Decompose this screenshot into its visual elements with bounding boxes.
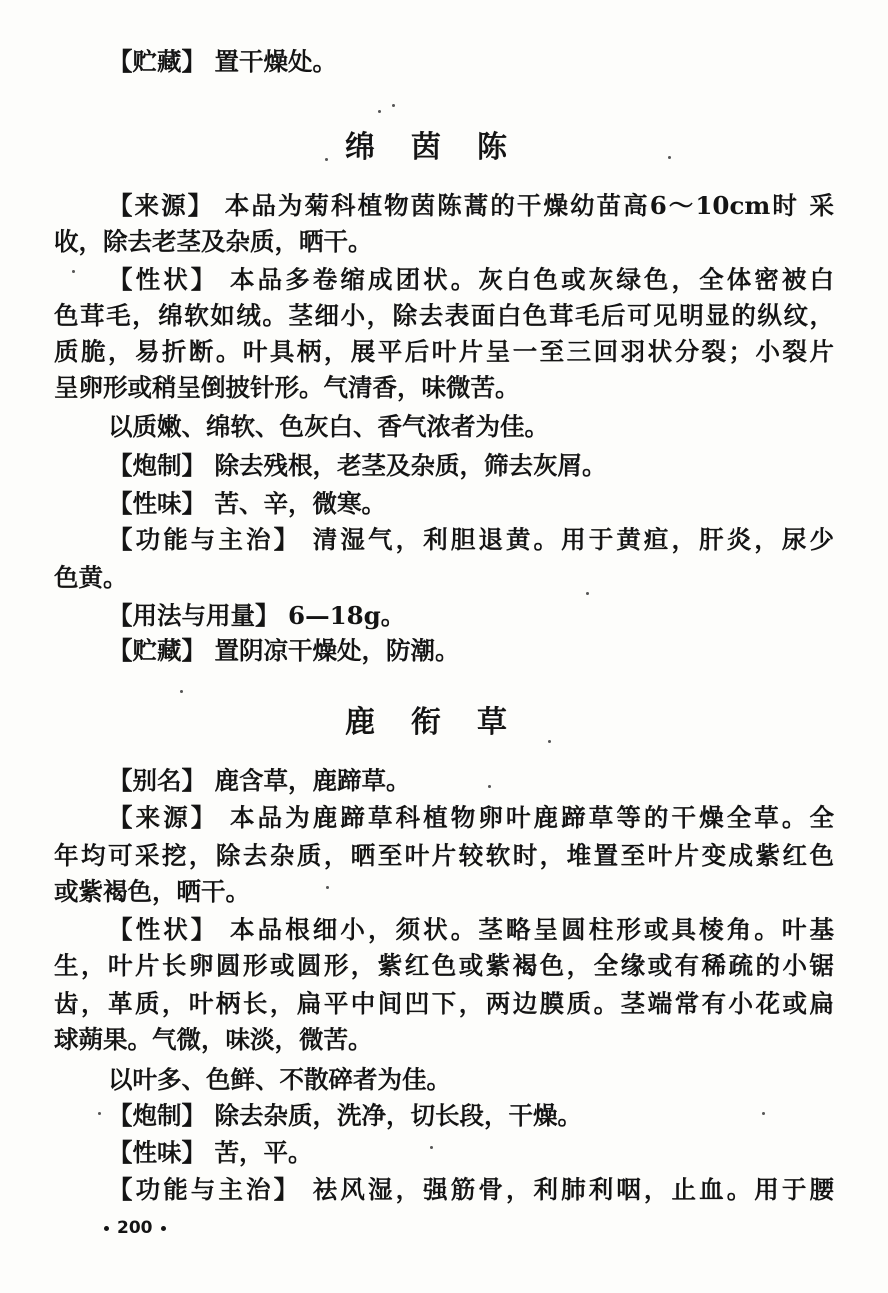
description-line-cont: 色茸毛，绵软如绒。茎细小，除去表面白色茸毛后可见明显的纵纹，: [54, 301, 834, 330]
scan-speck: [668, 156, 671, 159]
scan-speck: [72, 270, 75, 273]
scan-speck: [180, 690, 183, 693]
storage-line-prev: 【贮藏】 置干燥处。: [108, 47, 338, 76]
source-line-cont: 或紫褐色，晒干。: [54, 877, 250, 906]
taste-line: 【性味】 苦，平。: [108, 1138, 313, 1167]
scan-speck: [762, 1112, 765, 1115]
quality-line: 以叶多、色鲜、不散碎者为佳。: [108, 1065, 451, 1094]
function-line-cont: 色黄。: [54, 563, 128, 592]
source-line: 【来源】 本品为鹿蹄草科植物卵叶鹿蹄草等的干燥全草。全: [108, 803, 834, 832]
scan-speck: [378, 110, 381, 113]
scan-speck: [326, 886, 329, 889]
processing-line: 【炮制】 除去残根，老茎及杂质，筛去灰屑。: [108, 451, 607, 480]
bullet-dot: [104, 1226, 109, 1231]
description-line-cont: 质脆，易折断。叶具柄，展平后叶片呈一至三回羽状分裂；小裂片: [54, 337, 834, 366]
scan-speck: [98, 1112, 101, 1115]
scan-speck: [586, 592, 589, 595]
source-line-cont: 年均可采挖，除去杂质，晒至叶片较软时，堆置至叶片变成紫红色: [54, 841, 834, 870]
function-line: 【功能与主治】 祛风湿，强筋骨，利肺利咽，止血。用于腰: [108, 1175, 834, 1204]
bullet-dot: [161, 1226, 166, 1231]
description-line-cont: 球蒴果。气微，味淡，微苦。: [54, 1025, 373, 1054]
description-line: 【性状】 本品根细小，须状。茎略呈圆柱形或具棱角。叶基: [108, 915, 834, 944]
dosage-line: 【用法与用量】 6—18g。: [108, 601, 406, 630]
description-line-cont: 齿，革质，叶柄长，扁平中间凹下，两边膜质。茎端常有小花或扁: [54, 989, 834, 1018]
scan-speck: [430, 1146, 433, 1149]
scan-speck: [325, 158, 328, 161]
entry-title-luxiancao: 鹿衔草: [345, 705, 543, 740]
entry-title-mianyinchen: 绵茵陈: [345, 130, 543, 165]
processing-line: 【炮制】 除去杂质，洗净，切长段，干燥。: [108, 1101, 583, 1130]
taste-line: 【性味】 苦、辛，微寒。: [108, 489, 387, 518]
source-line-cont: 收，除去老茎及杂质，晒干。: [54, 227, 373, 256]
scan-speck: [392, 104, 395, 107]
scan-speck: [548, 740, 551, 743]
description-line-cont: 呈卵形或稍呈倒披针形。气清香，味微苦。: [54, 373, 520, 402]
page-number: [96, 1216, 174, 1240]
function-line: 【功能与主治】 清湿气，利胆退黄。用于黄疸，肝炎，尿少: [108, 525, 834, 554]
source-line: 【来源】 本品为菊科植物茵陈蒿的干燥幼苗高6～10cm时 采: [108, 191, 834, 220]
description-line: 【性状】 本品多卷缩成团状。灰白色或灰绿色，全体密被白: [108, 265, 834, 294]
scan-speck: [488, 785, 491, 788]
page-number-text: 200: [117, 1218, 153, 1238]
quality-line: 以质嫩、绵软、色灰白、香气浓者为佳。: [108, 412, 549, 441]
alias-line: 【别名】 鹿含草，鹿蹄草。: [108, 766, 411, 795]
description-line-cont: 生，叶片长卵圆形或圆形，紫红色或紫褐色，全缘或有稀疏的小锯: [54, 951, 834, 980]
storage-line: 【贮藏】 置阴凉干燥处，防潮。: [108, 636, 460, 665]
